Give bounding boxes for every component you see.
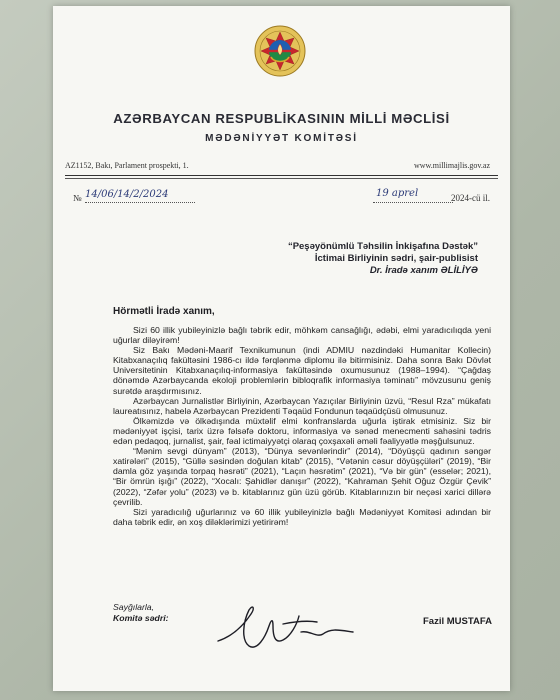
registration-number: 14/06/14/2/2024 xyxy=(85,189,169,200)
paragraph: “Mənim sevgi dünyam” (2013), “Dünya sevənlərindir” (2014), “Döyüşçü qadının səngər xatirələri” (2015), “Güllə səsindən doğulan kitab” (2015), “Vətənin cəsur döyüşçüləri” (2019), “Bir damla göz yaşında torpaq həsrəti” (2021), “Laçın həsrətim” (2021), “Və bir gün” (esselər; 2021), “Bir ömrün işığı” (2022), “Xocalı: Şahidlər danışır” (2022), “Kahraman Şehit Oğuz Özgür Çevik” (2022), “Zəfər yolu” (2023) və b. kitablarınız gün üzü görüb. Kitablarınızın bir neçəsi xarici dillərə çevrilib. xyxy=(113,446,491,507)
letter-body xyxy=(113,325,491,527)
date-suffix: 2024-cü il. xyxy=(451,193,490,203)
state-emblem-icon xyxy=(253,24,307,78)
paragraph: Ölkəmizdə və ölkədışında müxtəlif elmi konfranslarda uğurla iştirak etmisiniz. Siz bir mədəniyyət işçisi, tarix üzrə fəlsəfə doktoru, informasiya və sənəd menecmenti sahəsini tədris edən pedaqoq, jurnalist, şair, fəal ictimaiyyətçi olaraq çoxşaxəli əməli fəaliyyətlə məşğulsunuz. xyxy=(113,415,491,447)
signer-title: Komitə sədri: xyxy=(113,613,169,623)
paragraph: Siz Bakı Mədəni-Maarif Texnikumunun (indi ADMIU nəzdindəki Humanitar Kollecin) Kitabxanaçılıq fakültəsini 1986-cı ildə fərqlənmə diplomu ilə bitirmisiniz. Daha sonra Bakı Dövlət Universitetinin Kitabxanaçılıq-informasiya fakültəsində oxumusunuz (1988–1994). “Çağdaş dönəmdə Azərbaycanda ekoloji problemlərin bibloqrafik informasiya təminatı” mövzusunu geniş surətdə araşdırmısınız. xyxy=(113,345,491,396)
postal-address: AZ1152, Bakı, Parlament prospekti, 1. xyxy=(65,161,189,170)
recipient-name: Dr. İradə xanım ƏLİLİYƏ xyxy=(369,265,478,276)
date-underline xyxy=(373,202,453,203)
paragraph: Sizi yaradıcılığ uğurlarınız və 60 illik yubileyinizlə bağlı Mədəniyyət Komitəsi adından bir daha təbrik edir, ən xoş diləklərimizi yetirirəm! xyxy=(113,506,491,527)
website: www.millimajlis.gov.az xyxy=(413,161,490,170)
number-label: № xyxy=(73,193,82,203)
greeting: Hörmətli İradə xanım, xyxy=(113,306,215,317)
handwritten-date: 19 aprel xyxy=(376,188,419,199)
closing-block xyxy=(113,602,169,624)
closing-phrase: Sayğılarla, xyxy=(113,602,155,612)
paragraph: Sizi 60 illik yubileyinizlə bağlı təbrik edir, möhkəm cansağlığı, ədəbi, elmi yaradıcılıqda yeni uğurlar diləyirəm! xyxy=(113,325,491,346)
signature-icon xyxy=(213,596,363,656)
committee-title: MƏDƏNİYYƏT KOMİTƏSİ xyxy=(205,133,358,144)
letter-page xyxy=(53,6,510,691)
number-underline xyxy=(85,202,195,203)
parliament-title: AZƏRBAYCAN RESPUBLİKASININ MİLLİ MƏCLİSİ xyxy=(113,111,450,126)
recipient-block xyxy=(288,241,478,277)
header-divider xyxy=(65,175,498,179)
recipient-position: İctimai Birliyinin sədri, şair-publisist xyxy=(314,253,478,264)
paragraph: Azərbaycan Jurnalistlər Birliyinin, Azərbaycan Yazıçılar Birliyinin üzvü, “Resul Rza” mükafatı laureatısınız, habelə Azərbaycan Prezidenti Təqaüd Fondunun təqaüdçüsü olmusunuz. xyxy=(113,395,491,416)
registration-row xyxy=(73,190,490,208)
address-row xyxy=(65,161,498,175)
recipient-organization: “Peşəyönümlü Təhsilin İnkişafına Dəstək” xyxy=(287,241,478,252)
signer-name: Fazil MUSTAFA xyxy=(423,616,492,627)
